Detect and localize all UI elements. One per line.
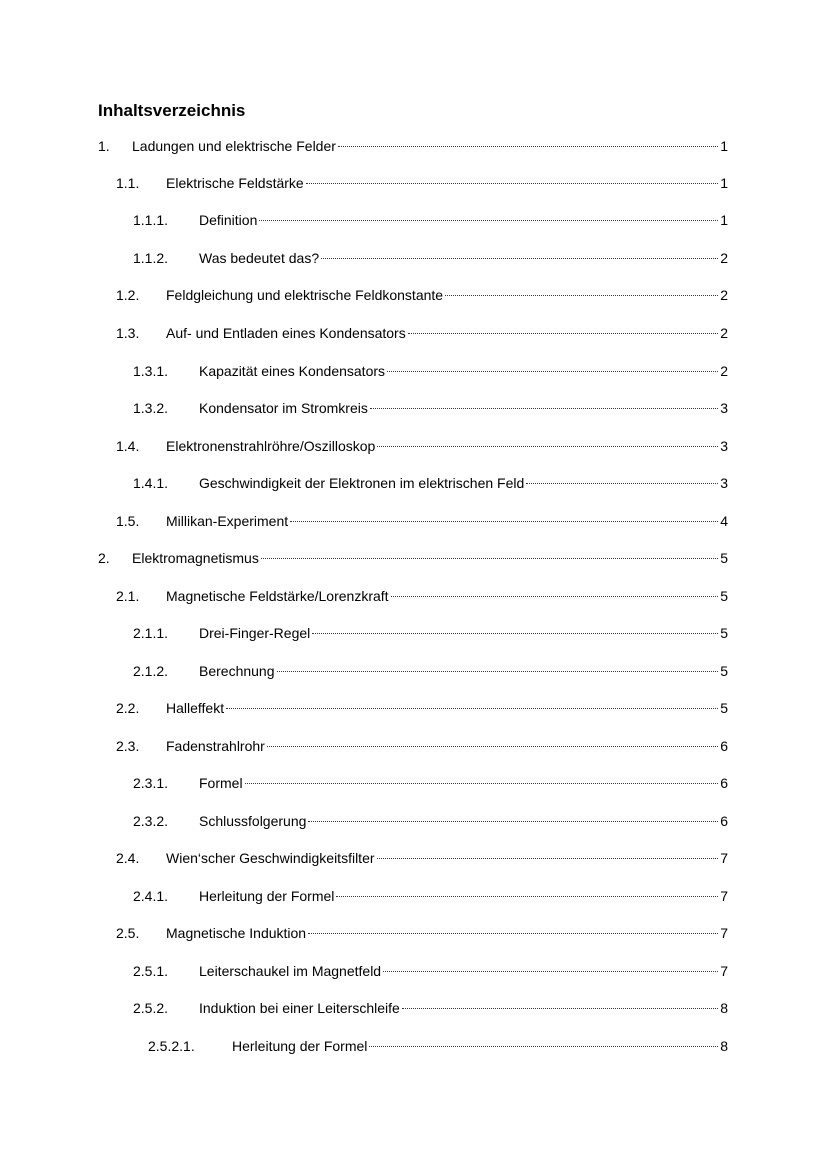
toc-entry[interactable] bbox=[133, 886, 728, 906]
toc-entry-title: Magnetische Feldstärke/Lorenzkraft bbox=[166, 588, 389, 604]
toc-dot-leader bbox=[402, 1008, 718, 1009]
toc-entry-title: Definition bbox=[199, 212, 258, 228]
toc-entry[interactable] bbox=[116, 586, 728, 606]
toc-entry-title: Leiterschaukel im Magnetfeld bbox=[199, 963, 382, 979]
toc-dot-leader bbox=[383, 971, 718, 972]
toc-entry-number: 1.4.1. bbox=[133, 475, 169, 491]
toc-entry-number: 1.3.1. bbox=[133, 363, 169, 379]
toc-entry-number: 1.1.2. bbox=[133, 250, 169, 266]
toc-entry-number: 2.4. bbox=[116, 850, 140, 866]
toc-entry-number: 2.3.1. bbox=[133, 775, 169, 791]
toc-entry-page: 7 bbox=[720, 850, 728, 866]
toc-dot-leader bbox=[226, 708, 718, 709]
toc-entry-page: 3 bbox=[720, 475, 728, 491]
toc-entry[interactable] bbox=[116, 698, 728, 718]
toc-entry-page: 5 bbox=[720, 700, 728, 716]
toc-entry-page: 4 bbox=[720, 513, 728, 529]
toc-entry-number: 2.3.2. bbox=[133, 813, 169, 829]
toc-entry-number: 1.2. bbox=[116, 287, 140, 303]
toc-entry[interactable] bbox=[116, 736, 728, 756]
toc-dot-leader bbox=[526, 483, 718, 484]
toc-entry-page: 7 bbox=[720, 888, 728, 904]
toc-entry-page: 5 bbox=[720, 550, 728, 566]
toc-entry-title: Halleffekt bbox=[166, 700, 225, 716]
toc-dot-leader bbox=[267, 746, 718, 747]
toc-entry[interactable] bbox=[148, 1036, 728, 1056]
toc-entry-page: 7 bbox=[720, 963, 728, 979]
toc-dot-leader bbox=[387, 371, 718, 372]
toc-entry-page: 7 bbox=[720, 925, 728, 941]
toc-entry-number: 2.5. bbox=[116, 925, 140, 941]
toc-dot-leader bbox=[445, 295, 718, 296]
toc-entry[interactable] bbox=[116, 323, 728, 343]
toc-entry-title: Elektronenstrahlröhre/Oszilloskop bbox=[166, 438, 376, 454]
toc-entry[interactable] bbox=[116, 285, 728, 305]
toc-entry-page: 8 bbox=[720, 1038, 728, 1054]
toc-entry[interactable] bbox=[133, 623, 728, 643]
toc-entry[interactable] bbox=[133, 398, 728, 418]
toc-entry-page: 3 bbox=[720, 438, 728, 454]
toc-entry-number: 2.4.1. bbox=[133, 888, 169, 904]
toc-entry[interactable] bbox=[116, 511, 728, 531]
toc-entry-page: 2 bbox=[720, 363, 728, 379]
toc-dot-leader bbox=[290, 521, 718, 522]
toc-entry-title: Magnetische Induktion bbox=[166, 925, 307, 941]
toc-entry-title: Feldgleichung und elektrische Feldkonstante bbox=[166, 287, 444, 303]
toc-entry-number: 1.1.1. bbox=[133, 212, 169, 228]
toc-entry-page: 1 bbox=[720, 212, 728, 228]
toc-dot-leader bbox=[306, 183, 718, 184]
toc-entry-title: Berechnung bbox=[199, 663, 275, 679]
toc-dot-leader bbox=[391, 596, 718, 597]
toc-dot-leader bbox=[245, 783, 718, 784]
toc-entry[interactable] bbox=[133, 361, 728, 381]
toc-entry-title: Fadenstrahlrohr bbox=[166, 738, 265, 754]
toc-entry-page: 6 bbox=[720, 775, 728, 791]
toc-entry[interactable] bbox=[133, 248, 728, 268]
toc-entry[interactable] bbox=[133, 773, 728, 793]
toc-dot-leader bbox=[408, 333, 718, 334]
toc-dot-leader bbox=[370, 408, 718, 409]
toc-entry[interactable] bbox=[133, 210, 728, 230]
toc-entry-page: 2 bbox=[720, 250, 728, 266]
toc-entry-title: Geschwindigkeit der Elektronen im elektrischen Feld bbox=[199, 475, 525, 491]
toc-dot-leader bbox=[321, 258, 718, 259]
toc-entry-page: 2 bbox=[720, 325, 728, 341]
toc-entry-number: 1.5. bbox=[116, 513, 140, 529]
toc-entry-title: Wien‘scher Geschwindigkeitsfilter bbox=[166, 850, 375, 866]
toc-entry-title: Was bedeutet das? bbox=[199, 250, 320, 266]
toc-entry[interactable] bbox=[116, 848, 728, 868]
toc-entry-number: 2.3. bbox=[116, 738, 140, 754]
toc-entry-title: Elektromagnetismus bbox=[132, 550, 259, 566]
toc-entry-title: Auf- und Entladen eines Kondensators bbox=[166, 325, 406, 341]
toc-dot-leader bbox=[308, 933, 718, 934]
toc-heading: Inhaltsverzeichnis bbox=[98, 101, 246, 120]
toc-entry[interactable] bbox=[133, 811, 728, 831]
toc-entry-title: Elektrische Feldstärke bbox=[166, 175, 304, 191]
toc-dot-leader bbox=[336, 896, 718, 897]
toc-entry-page: 5 bbox=[720, 663, 728, 679]
toc-entry-number: 1.1. bbox=[116, 175, 140, 191]
toc-entry-number: 2.5.2.1. bbox=[148, 1038, 195, 1054]
toc-entry-title: Schlussfolgerung bbox=[199, 813, 307, 829]
toc-entry-number: 2.5.1. bbox=[133, 963, 169, 979]
toc-entry-title: Millikan-Experiment bbox=[166, 513, 289, 529]
toc-entry[interactable] bbox=[98, 548, 728, 568]
toc-entry[interactable] bbox=[116, 436, 728, 456]
toc-entry[interactable] bbox=[116, 923, 728, 943]
toc-entry-title: Formel bbox=[199, 775, 243, 791]
toc-entry-title: Induktion bei einer Leiterschleife bbox=[199, 1000, 400, 1016]
toc-entry-title: Drei-Finger-Regel bbox=[199, 625, 311, 641]
toc-entry-title: Herleitung der Formel bbox=[199, 888, 335, 904]
toc-dot-leader bbox=[338, 146, 718, 147]
toc-entry-title: Herleitung der Formel bbox=[232, 1038, 368, 1054]
toc-entry-number: 2.1. bbox=[116, 588, 140, 604]
toc-entry-page: 5 bbox=[720, 588, 728, 604]
toc-dot-leader bbox=[277, 671, 718, 672]
toc-entry-page: 8 bbox=[720, 1000, 728, 1016]
toc-entry[interactable] bbox=[133, 961, 728, 981]
toc-dot-leader bbox=[377, 446, 718, 447]
toc-entry[interactable] bbox=[116, 173, 728, 193]
toc-dot-leader bbox=[259, 220, 718, 221]
toc-entry-number: 1. bbox=[98, 138, 110, 154]
toc-entry-page: 6 bbox=[720, 813, 728, 829]
toc-entry[interactable] bbox=[133, 998, 728, 1018]
toc-entry-number: 2.5.2. bbox=[133, 1000, 169, 1016]
toc-entry-number: 1.4. bbox=[116, 438, 140, 454]
toc-entry-page: 2 bbox=[720, 287, 728, 303]
toc-entry-title: Kapazität eines Kondensators bbox=[199, 363, 386, 379]
toc-entry-number: 2.1.2. bbox=[133, 663, 169, 679]
toc-entry-number: 2. bbox=[98, 550, 110, 566]
toc-entry-page: 1 bbox=[720, 138, 728, 154]
toc-entry-title: Kondensator im Stromkreis bbox=[199, 400, 368, 416]
toc-entry[interactable] bbox=[133, 661, 728, 681]
toc-entry[interactable] bbox=[133, 473, 728, 493]
toc-entry-number: 1.3.2. bbox=[133, 400, 169, 416]
toc-entry[interactable] bbox=[98, 136, 728, 156]
toc-entry-page: 1 bbox=[720, 175, 728, 191]
toc-entry-page: 5 bbox=[720, 625, 728, 641]
toc-entry-number: 2.1.1. bbox=[133, 625, 169, 641]
toc-entry-number: 2.2. bbox=[116, 700, 140, 716]
toc-dot-leader bbox=[261, 558, 718, 559]
toc-dot-leader bbox=[369, 1046, 718, 1047]
toc-entry-number: 1.3. bbox=[116, 325, 140, 341]
toc-dot-leader bbox=[312, 633, 718, 634]
toc-entry-page: 6 bbox=[720, 738, 728, 754]
toc-entry-title: Ladungen und elektrische Felder bbox=[132, 138, 336, 154]
toc-dot-leader bbox=[308, 821, 718, 822]
toc-dot-leader bbox=[377, 858, 718, 859]
toc-entry-page: 3 bbox=[720, 400, 728, 416]
